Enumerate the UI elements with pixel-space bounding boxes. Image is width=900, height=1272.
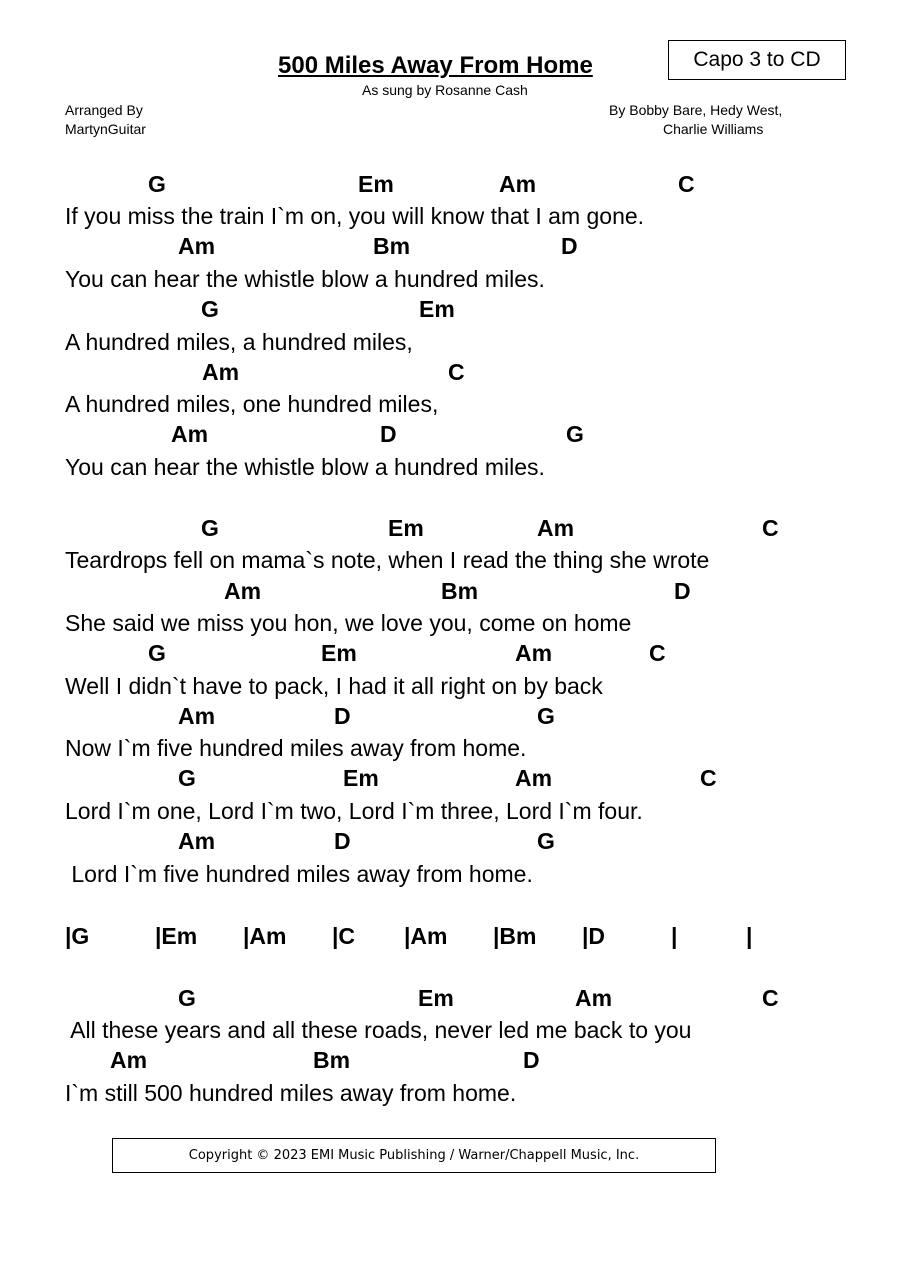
lyric-line: A hundred miles, a hundred miles, (65, 329, 413, 355)
bar-chord: |D (582, 923, 606, 949)
lyric-line: You can hear the whistle blow a hundred miles. (65, 454, 545, 480)
chord: Am (202, 359, 240, 385)
chord: D (674, 578, 691, 604)
chord: D (380, 421, 397, 447)
lyric-line: All these years and all these roads, never led me back to you (65, 1017, 692, 1043)
chord: Bm (313, 1047, 351, 1073)
bar-chord: |G (65, 923, 90, 949)
capo-box: Capo 3 to CD (668, 40, 846, 80)
chord: G (178, 985, 196, 1011)
chord: Am (178, 828, 216, 854)
bar-line: | (746, 923, 753, 949)
chord: D (334, 828, 351, 854)
lyric-line: Lord I`m five hundred miles away from home. (65, 861, 533, 887)
chord: G (201, 515, 219, 541)
lyric-line: She said we miss you hon, we love you, come on home (65, 610, 632, 636)
chord: D (523, 1047, 540, 1073)
lyric-line: Well I didn`t have to pack, I had it all right on by back (65, 673, 603, 699)
chord: G (566, 421, 584, 447)
chord: G (201, 296, 219, 322)
bar-chord: |Am (404, 923, 448, 949)
chord: G (178, 765, 196, 791)
chord: Am (224, 578, 262, 604)
chord: Am (171, 421, 209, 447)
chord: C (762, 515, 779, 541)
chord: Em (343, 765, 379, 791)
chord: C (448, 359, 465, 385)
chord: Bm (441, 578, 479, 604)
copyright-box: Copyright © 2023 EMI Music Publishing / Warner/Chappell Music, Inc. (112, 1138, 716, 1173)
chord: Em (321, 640, 357, 666)
lyric-line: If you miss the train I`m on, you will know that I am gone. (65, 203, 645, 229)
chord: G (148, 171, 166, 197)
lyric-line: Lord I`m one, Lord I`m two, Lord I`m three, Lord I`m four. (65, 798, 643, 824)
lyric-line: A hundred miles, one hundred miles, (65, 391, 439, 417)
chord: Am (110, 1047, 148, 1073)
arranger-name: MartynGuitar (65, 121, 146, 137)
song-subtitle: As sung by Rosanne Cash (362, 82, 528, 98)
chord: Em (419, 296, 455, 322)
bar-chord: |Bm (493, 923, 537, 949)
chord: Am (575, 985, 613, 1011)
song-title: 500 Miles Away From Home (278, 52, 593, 79)
chord: C (762, 985, 779, 1011)
writers-line-2: Charlie Williams (663, 121, 764, 137)
bar-chord: |Am (243, 923, 287, 949)
chord: Em (388, 515, 424, 541)
chord: Em (358, 171, 394, 197)
chord: Am (515, 765, 553, 791)
chord: G (537, 828, 555, 854)
chord: Am (537, 515, 575, 541)
chord: Am (499, 171, 537, 197)
bar-chord: |C (332, 923, 356, 949)
lyric-line: You can hear the whistle blow a hundred miles. (65, 266, 545, 292)
writers-line-1: By Bobby Bare, Hedy West, (609, 102, 783, 118)
lyric-line: Now I`m five hundred miles away from home. (65, 735, 527, 761)
chord: Am (178, 703, 216, 729)
chord: C (700, 765, 717, 791)
chord: Am (515, 640, 553, 666)
lyric-line: Teardrops fell on mama`s note, when I read the thing she wrote (65, 547, 710, 573)
chord: C (649, 640, 666, 666)
chord: G (537, 703, 555, 729)
bar-line: | (671, 923, 678, 949)
chord: Bm (373, 233, 411, 259)
chord: G (148, 640, 166, 666)
chord: D (561, 233, 578, 259)
arranged-by-label: Arranged By (65, 102, 143, 118)
lyric-line: I`m still 500 hundred miles away from home. (65, 1080, 517, 1106)
bar-chord: |Em (155, 923, 198, 949)
chord: Em (418, 985, 454, 1011)
chord: D (334, 703, 351, 729)
chord: C (678, 171, 695, 197)
chord: Am (178, 233, 216, 259)
